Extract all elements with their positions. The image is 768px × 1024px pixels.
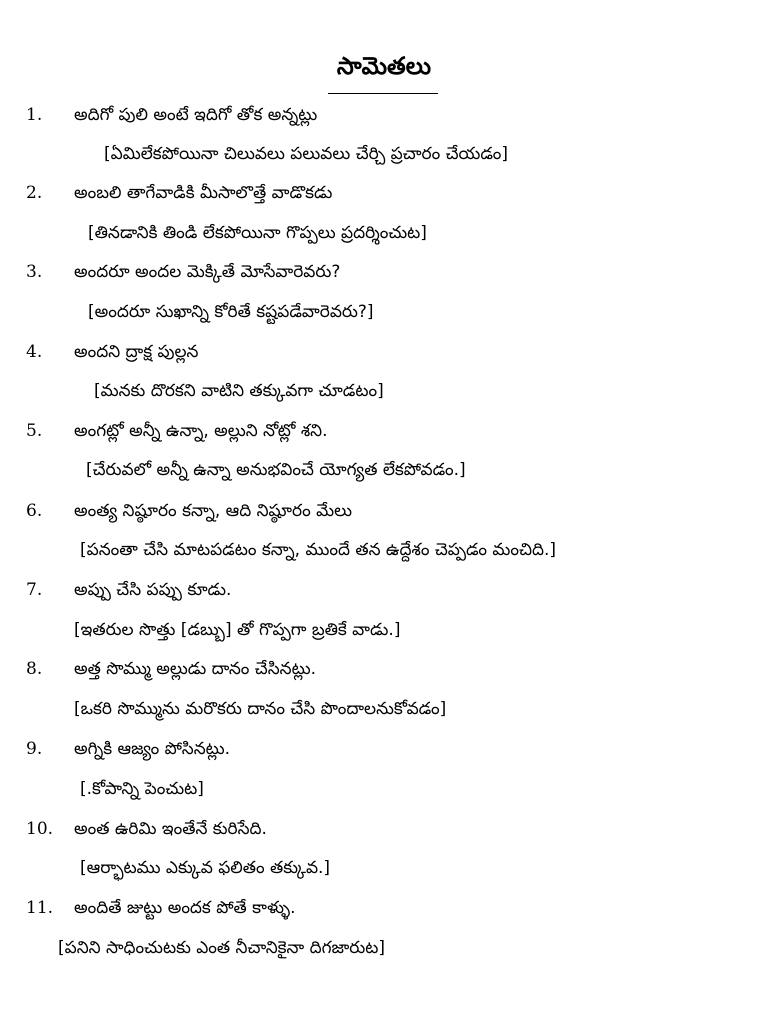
proverb-number: 6. xyxy=(26,501,43,521)
proverb-meaning-5: [చేరువలో అన్నీ ఉన్నా అనుభవించే యోగ్యత లేకపోవడం.] xyxy=(86,460,466,480)
proverb-number: 11. xyxy=(26,898,54,918)
proverb-text: అగ్నికి ఆజ్యం పోసినట్లు. xyxy=(74,739,231,759)
proverb-text: అంగట్లో అన్నీ ఉన్నా, అల్లుని నోట్లో శని. xyxy=(74,421,328,441)
proverb-meaning-7: [ఇతరుల సొత్తు [డబ్బు] తో గొప్పగా బ్రతికే వాడు.] xyxy=(74,620,401,640)
proverb-meaning-9: [.కోపాన్ని పెంచుట] xyxy=(80,779,204,799)
proverb-text: అందని ద్రాక్ష పుల్లన xyxy=(74,342,199,362)
proverb-meaning-2: [తినడానికి తిండి లేకపోయినా గొప్పలు ప్రదర్శించుట] xyxy=(88,223,427,243)
proverb-meaning-4: [మనకు దొరకని వాటిని తక్కువగా చూడటం] xyxy=(94,381,384,401)
proverb-number: 5. xyxy=(26,421,43,441)
proverb-text: అప్పు చేసి పప్పు కూడు. xyxy=(74,580,232,600)
proverb-number: 1. xyxy=(26,105,43,125)
proverb-text: అత్త సొమ్ము అల్లుడు దానం చేసినట్లు. xyxy=(74,659,316,679)
proverb-number: 3. xyxy=(26,262,43,282)
proverb-number: 7. xyxy=(26,580,43,600)
page-title: సామెతలు xyxy=(336,52,432,80)
proverb-meaning-10: [ఆర్భాటము ఎక్కువ ఫలితం తక్కువ.] xyxy=(80,858,331,878)
proverb-number: 2. xyxy=(26,183,43,203)
proverb-number: 9. xyxy=(26,739,43,759)
proverb-text: అదిగో పులి అంటే ఇదిగో తోక అన్నట్లు xyxy=(74,105,318,125)
proverb-meaning-8: [ఒకరి సొమ్మును మరొకరు దానం చేసి పొందాలనుకోవడం] xyxy=(74,699,447,719)
proverb-text: అందితే జుట్టు అందక పోతే కాళ్ళు. xyxy=(74,898,296,918)
proverb-number: 4. xyxy=(26,342,43,362)
proverb-meaning-11: [పనిని సాధించుటకు ఎంత నీచానికైనా దిగజారుట] xyxy=(58,938,386,958)
proverb-meaning-1: [ఏమిలేకపోయినా చిలువలు పలువలు చేర్చి ప్రచారం చేయడం] xyxy=(104,144,508,164)
proverb-meaning-6: [పనంతా చేసి మాటపడటం కన్నా, ముందే తన ఉద్దేశం చెప్పడం మంచిది.] xyxy=(80,540,557,560)
proverb-meaning-3: [అందరూ సుఖాన్ని కోరితే కష్టపడేవారెవరు?] xyxy=(88,302,374,322)
proverb-number: 8. xyxy=(26,659,43,679)
proverb-text: అందరూ అందల మెక్కితే మోసేవారెవరు? xyxy=(74,262,341,282)
proverb-text: అంబలి తాగేవాడికి మీసాలొత్తే వాడొకడు xyxy=(74,183,333,203)
proverb-text: అంత్య నిష్ఠూరం కన్నా, ఆది నిష్ఠూరం మేలు xyxy=(74,501,353,521)
title-underline xyxy=(328,93,438,94)
proverb-number: 10. xyxy=(26,819,54,839)
proverb-text: అంత ఉరిమి ఇంతేనే కురిసేది. xyxy=(74,819,267,839)
